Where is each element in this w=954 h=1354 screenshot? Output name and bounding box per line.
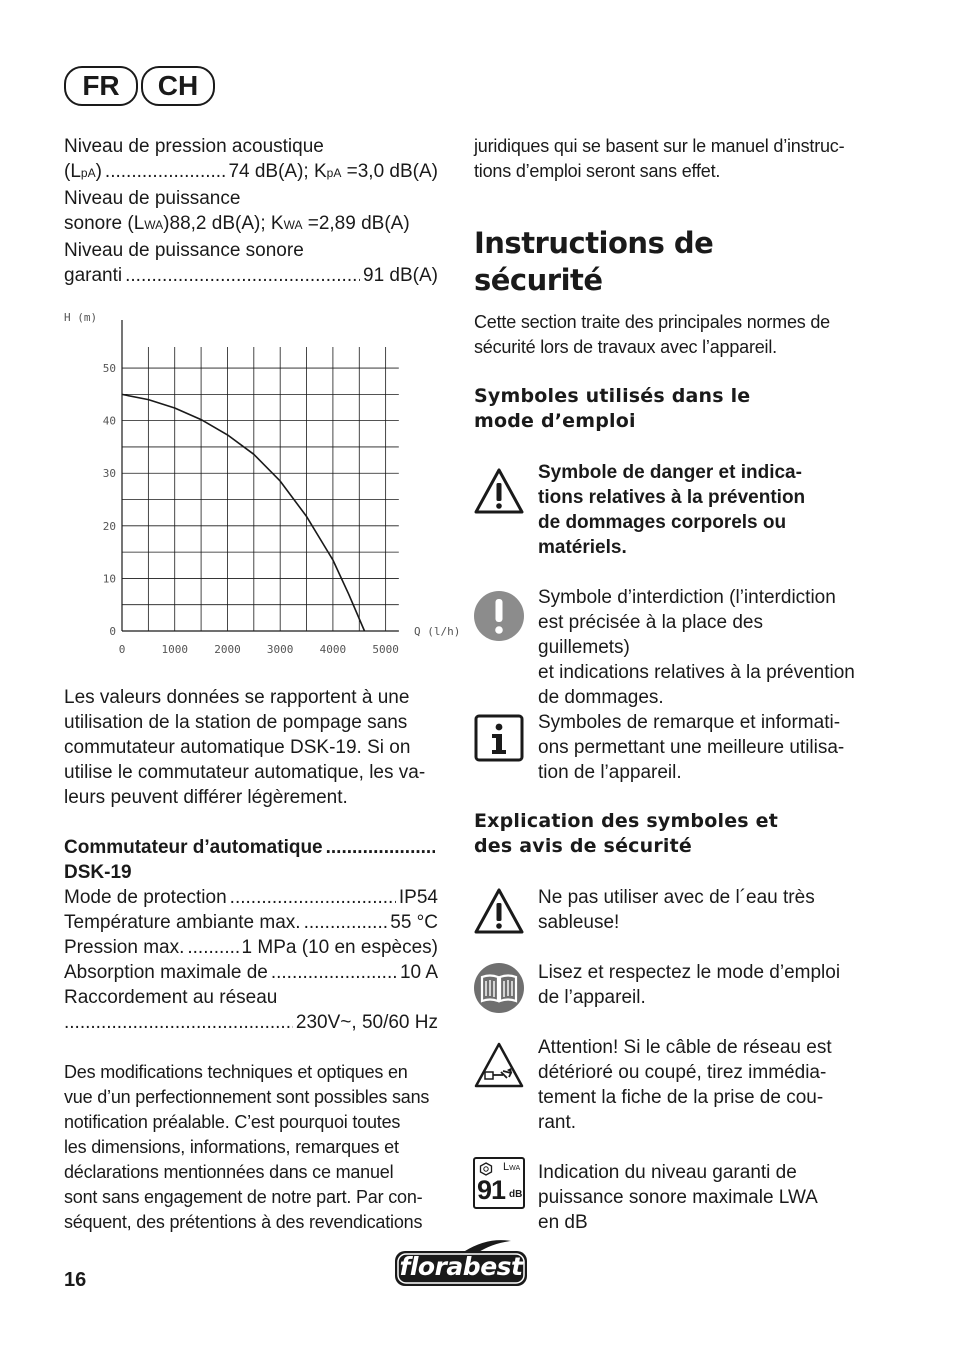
explain-manual-text: Lisez et respectez le mode d’emploi de l’appareil.: [538, 962, 841, 1008]
spec-row: Pression max. ..... 1 MPa (10 en espèces): [64, 935, 438, 960]
explain-sound-text: Indication du niveau garanti de puissance sonore maximale LWA en dB: [538, 1162, 818, 1233]
subheading-symbols: Symboles utilisés dans le mode d’emploi: [474, 385, 751, 432]
spec-row: Mode de protection ..... IP54: [64, 885, 438, 910]
y-tick-label: 20: [102, 519, 116, 533]
symbol-danger-text: Symbole de danger et indica- tions relatives à la prévention de dommages corporels ou matériels.: [538, 462, 806, 558]
spec-mains-value: ..... 230V~, 50/60 Hz: [64, 1010, 438, 1035]
acoustic-line-6: garanti ..... 91 dB(A): [64, 263, 438, 288]
y-axis-label: H (m): [64, 311, 98, 324]
specs-title: Commutateur d’automatique .....: [64, 835, 438, 860]
continuation-paragraph: juridiques qui se basent sur le manuel d’instruc- tions d’emploi seront sans effet.: [474, 136, 845, 181]
lang-tab-fr: FR: [64, 66, 138, 106]
info-icon: [473, 712, 525, 764]
acoustic-line-2: (L pA ) ..... 74 dB(A); K pA =3,0 dB(A): [64, 159, 438, 186]
acoustic-line-5: Niveau de puissance sonore: [64, 240, 304, 261]
symbol-prohibition-text: Symbole d’interdiction (l’interdiction est précisée à la place des guillemets) et indications relatives à la prévention de dommages.: [538, 587, 855, 708]
badge-unit: dB: [509, 1189, 523, 1200]
acoustic-line-3: Niveau de puissance: [64, 188, 241, 209]
x-tick-label: 1000: [161, 643, 188, 656]
x-tick-label: 4000: [319, 643, 347, 656]
notes-paragraph: Les valeurs données se rapportent à une utilisation de la station de pompage sans commutateur automatique DSK-19. Si on utilise le commutateur automatique, les va- leurs peuvent différer légèrement.: [64, 687, 426, 808]
intro-paragraph: Cette section traite des principales normes de sécurité lors de travaux avec l’appareil.: [474, 312, 830, 357]
y-tick-label: 40: [102, 414, 116, 428]
lang-tab-ch: CH: [141, 66, 215, 106]
warning-triangle-icon: [473, 886, 525, 938]
section-title: Instructions de sécurité: [474, 226, 714, 297]
spec-row: Absorption maximale de ..... 10 A: [64, 960, 438, 985]
pump-curve-line: [122, 394, 365, 631]
specs-block: [64, 835, 438, 1035]
logo-text: florabest: [399, 1252, 523, 1281]
explain-cable-text: Attention! Si le câble de réseau est détérioré ou coupé, tirez immédia- tement la fiche de la prise de cou- rant.: [538, 1037, 832, 1133]
x-tick-label: 0: [118, 643, 126, 656]
acoustic-block: [64, 134, 438, 288]
florabest-logo: [393, 1237, 529, 1289]
x-axis-label: Q (l/h): [414, 625, 460, 638]
pump-curve-chart: [60, 305, 460, 660]
y-tick-label: 30: [102, 467, 116, 481]
y-tick-label: 10: [102, 572, 116, 586]
y-tick-label: 0: [109, 625, 116, 638]
disclaimer-paragraph: Des modifications techniques et optiques en vue d’un perfectionnement sont possibles sans notification préalable. C’est pourquoi toutes les dimensions, informations, remarques et déclarations mentionnées dans ce manuel sont sans engagement de notre part. Par con- séquent, des prétentions à des revendications: [64, 1062, 430, 1232]
x-tick-label: 2000: [214, 643, 241, 656]
spec-row: Température ambiante max. ..... 55 °C: [64, 910, 438, 935]
explain-sand-text: Ne pas utiliser avec de l´eau très sableuse!: [538, 887, 815, 933]
acoustic-line-4: sonore (L WA )88,2 dB(A); K WA =2,89 dB(A): [64, 213, 410, 234]
badge-lwa-label: LWA: [503, 1161, 521, 1173]
specs-model: DSK-19: [64, 862, 132, 883]
page-number: 16: [64, 1269, 87, 1291]
acoustic-line-1: Niveau de pression acoustique: [64, 136, 324, 157]
prohibition-icon: [473, 590, 525, 642]
sound-level-badge: [473, 1157, 525, 1209]
warning-triangle-icon: [473, 466, 525, 518]
x-tick-label: 5000: [372, 643, 399, 656]
badge-value: 91: [477, 1175, 506, 1205]
symbol-info-text: Symboles de remarque et informati- ons permettant une meilleure utilisa- tion de l’appareil.: [538, 712, 845, 783]
spec-mains-label: Raccordement au réseau: [64, 987, 278, 1008]
read-manual-icon: [473, 962, 525, 1014]
x-tick-label: 3000: [266, 643, 294, 656]
subheading-explanation: Explication des symboles et des avis de sécurité: [474, 810, 778, 857]
cable-warning-icon: [473, 1040, 525, 1092]
y-tick-label: 50: [102, 362, 116, 376]
sound-hexagon-icon: [479, 1162, 493, 1176]
